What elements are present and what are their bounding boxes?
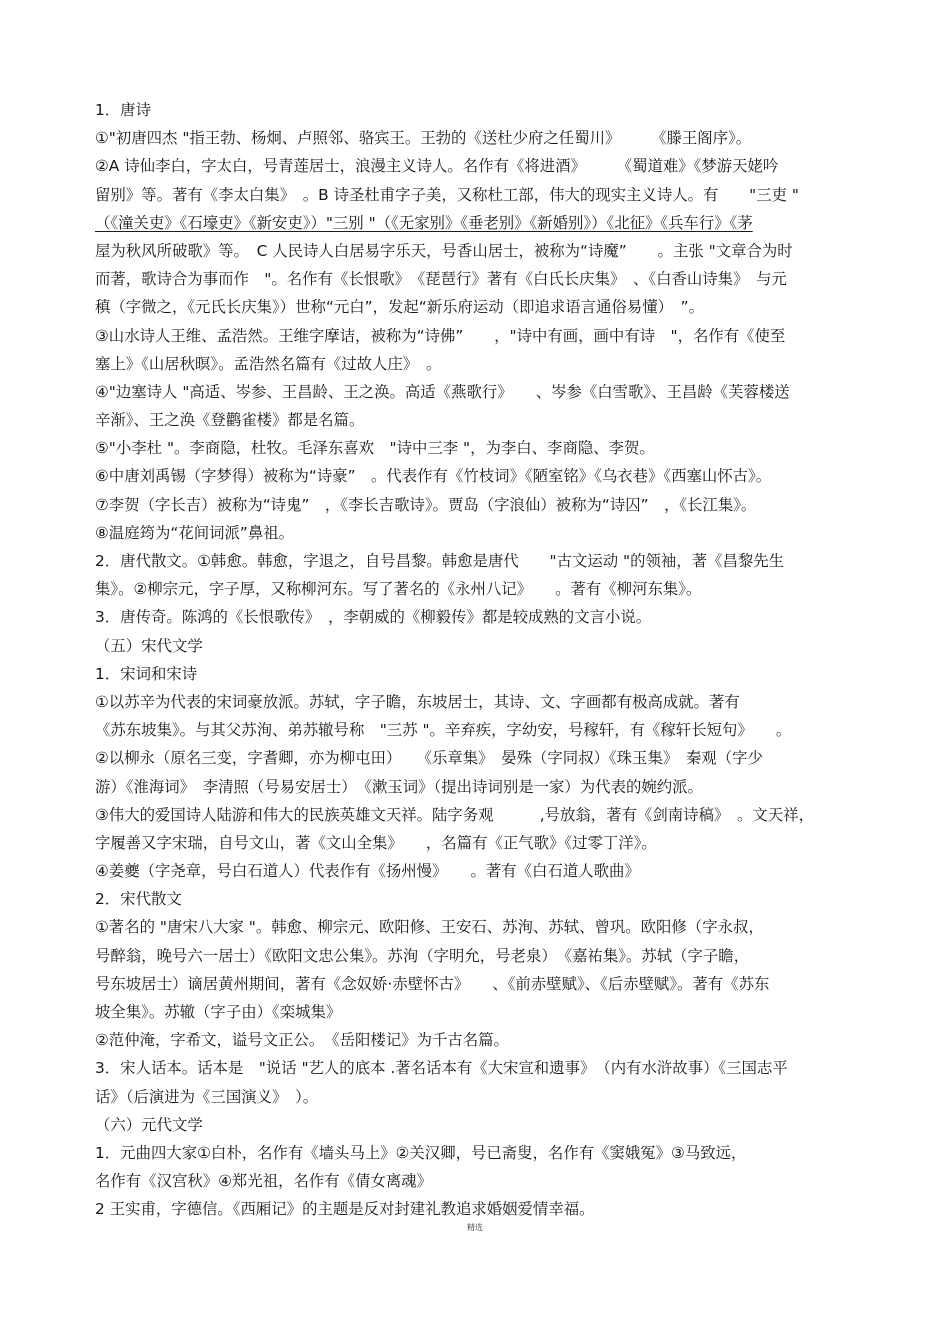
paragraph-line-underlined: （《潼关吏》《石壕吏》《新安吏》）"三别 "（《无家别》《垂老别》《新婚别》）《北征》《兵车行》《茅 [95,213,753,232]
section-heading-song-ci: 1．宋词和宋诗 [95,664,198,683]
paragraph-line: ④姜夔（字尧章，号白石道人）代表作有《扬州慢》 。著有《白石道人歌曲》 [95,862,640,881]
paragraph-line: ③山水诗人王维、孟浩然。王维字摩诘，被称为“诗佛” ，"诗中有画，画中有诗 "，名作有《使至 [95,326,786,345]
paragraph-line: 而著，歌诗合为事而作 "。名作有《长恨歌》 《琵琶行》著有《白氏长庆集》 、《白香山诗集》 与元 [95,270,787,289]
paragraph-line: ②以柳永（原名三变，字耆卿，亦为柳屯田） 《乐章集》 晏殊（字同叔）《珠玉集》 秦观（字少 [95,749,763,768]
paragraph-line: ②A 诗仙李白，字太白，号青莲居士，浪漫主义诗人。名作有《将进酒》 《蜀道难》《梦游天姥吟 [95,157,779,176]
paragraph-line: ③伟大的爱国诗人陆游和伟大的民族英雄文天祥。陆字务观 ,号放翁，著有《剑南诗稿》 。文天祥， [95,805,814,824]
section-heading-song-prose: 2．宋代散文 [95,890,182,909]
paragraph-line: 号醉翁，晚号六一居士）《欧阳文忠公集》。苏洵（字明允，号老泉） 《嘉祐集》。苏轼（字子瞻， [95,946,750,965]
chapter-heading-song: （五）宋代文学 [95,636,203,655]
paragraph-line: ①以苏辛为代表的宋词豪放派。苏轼，字子瞻，东坡居士，其诗、文、字画都有极高成就。著有 [95,692,740,711]
paragraph-line: 留别》等。著有《李太白集》 。B 诗圣杜甫字子美，又称杜工部，伟大的现实主义诗人。有 "三吏 " [95,185,799,204]
section-heading-yuan-qu: 1．元曲四大家①白朴，名作有《墙头马上》②关汉卿，号已斋叟，名作有《窦娥冤》③马致远， [95,1143,747,1162]
paragraph-line: 坡全集》。苏辙（字子由）《栾城集》 [95,1003,342,1021]
paragraph-line: 辛渐》、王之涣《登鹳雀楼》都是名篇。 [95,411,365,430]
paragraph-line: 名作有《汉宫秋》④郑光祖，名作有《倩女离魂》 [95,1172,433,1191]
paragraph-line: ⑥中唐刘禹锡（字梦得）被称为“诗豪” 。代表作有《竹枝词》《陋室铭》《乌衣巷》《西塞山怀古》。 [95,467,772,486]
paragraph-line: 稹（字微之，《元氏长庆集》）世称“元白”，发起“新乐府运动（即追求语言通俗易懂） ”。 [95,298,705,317]
chapter-heading-yuan: （六）元代文学 [95,1115,203,1134]
paragraph-line: ④"边塞诗人 "高适、岑参、王昌龄、王之涣。高适《燕歌行》 、岑参《白雪歌》、王昌龄《芙蓉楼送 [95,382,790,401]
paragraph-line: ②范仲淹，字希文，谥号文正公。 《岳阳楼记》为千古名篇。 [95,1031,509,1050]
document-page [95,96,863,1224]
paragraph-line: 集》。②柳宗元，字子厚，又称柳河东。写了著名的《永州八记》 。著有《柳河东集》。 [95,580,702,599]
paragraph-line: ①"初唐四杰 "指王勃、杨炯、卢照邻、骆宾王。王勃的《送杜少府之任蜀川》 《滕王阁序》。 [95,129,752,148]
paragraph-line: 号东坡居士）谪居黄州期间，著有《念奴娇·赤壁怀古》 、《前赤壁赋》、《后赤壁赋》。著有《苏东 [95,974,770,993]
section-heading-tang-poetry: 1．唐诗 [95,101,151,119]
paragraph-line: 《苏东坡集》。与其父苏洵、弟苏辙号称 "三苏 "。辛弃疾，字幼安，号稼轩，有《稼轩长短句》 。 [95,721,792,740]
paragraph-line: 屋为秋风所破歌》等。 C 人民诗人白居易字乐天，号香山居士，被称为“诗魔” 。主张 "文章合为时 [95,241,793,260]
paragraph-line: ⑧温庭筠为“花间词派”鼻祖。 [95,523,295,542]
section-heading-tang-chuanqi: 3．唐传奇。陈鸿的《长恨歌传》 ，李朝威的《柳毅传》都是较成熟的文言小说。 [95,608,652,627]
section-heading-song-huaben: 3．宋人话本。话本是 "说话 "艺人的底本 .著名话本有《大宋宣和遗事》 （内有水浒故事）《三国志平 [95,1059,788,1078]
paragraph-line: ⑦李贺（字长吉）被称为“诗鬼” ，《李长吉歌诗》。贾岛（字浪仙）被称为“诗囚” ，《长江集》。 [95,495,757,514]
page-footer: 精选 [467,1223,483,1232]
paragraph-line: 字履善又字宋瑞，自号文山，著《文山全集》 ，名篇有《正气歌》《过零丁洋》。 [95,833,657,852]
section-heading-tang-prose: 2．唐代散文。①韩愈。韩愈，字退之，自号昌黎。韩愈是唐代 "古文运动 "的领袖，著《昌黎先生 [95,552,785,570]
paragraph-line: 话》（后演进为《三国演义》 ）。 [95,1087,319,1106]
paragraph-line: 2 王实甫，字德信。《西厢记》的主题是反对封建礼教追求婚姻爱情幸福。 [95,1200,595,1219]
paragraph-line: ①著名的 "唐宋八大家 "。韩愈、柳宗元、欧阳修、王安石、苏洵、苏轼、曾巩。欧阳修（字永叔， [95,918,764,937]
paragraph-line: 游）《淮海词》 李清照（号易安居士） 《漱玉词》（提出诗词别是一家）为代表的婉约派。 [95,777,703,796]
paragraph-line: ⑤"小李杜 "。李商隐，杜牧。毛泽东喜欢 "诗中三李 "，为李白、李商隐、李贺。 [95,439,655,458]
paragraph-line: 塞上》《山居秋暝》。孟浩然名篇有《过故人庄》 。 [95,354,442,373]
